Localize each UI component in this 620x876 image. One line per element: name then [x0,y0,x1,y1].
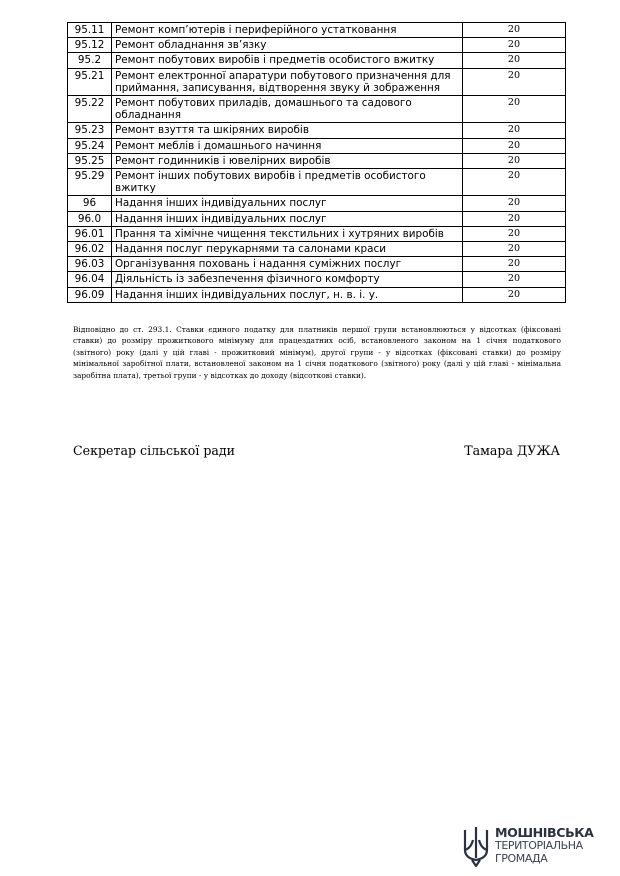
table-row [68,23,566,38]
kved-code-cell: 96 [68,196,112,211]
table-row [68,211,566,226]
tax-rate-cell: 20 [463,226,566,241]
activity-name-cell: Ремонт інших побутових виробів і предметів особистого вжитку [112,169,463,196]
tax-rate-cell: 20 [463,123,566,138]
kved-code-cell: 96.01 [68,226,112,241]
table-row [68,272,566,287]
activity-name-cell: Організування поховань і надання суміжних послуг [112,257,463,272]
logo-line-3: ГРОМАДА [495,852,548,865]
activity-name-cell: Ремонт побутових виробів і предметів особистого вжитку [112,53,463,68]
tax-rate-cell: 20 [463,138,566,153]
tax-rate-cell: 20 [463,53,566,68]
tax-rate-cell: 20 [463,196,566,211]
tax-rate-cell: 20 [463,242,566,257]
tax-rate-cell: 20 [463,211,566,226]
kved-code-cell: 95.11 [68,23,112,38]
signature-name: Тамара ДУЖА [464,443,560,458]
kved-code-cell: 96.09 [68,287,112,302]
trident-emblem-icon [461,824,491,868]
table-row [68,153,566,168]
kved-code-cell: 95.29 [68,169,112,196]
activity-name-cell: Ремонт побутових приладів, домашнього та садового обладнання [112,96,463,123]
activity-name-cell: Надання інших індивідуальних послуг [112,211,463,226]
table-row [68,68,566,95]
kved-code-cell: 95.24 [68,138,112,153]
logo-line-2: ТЕРИТОРІАЛЬНА [495,839,583,852]
kved-code-cell: 95.25 [68,153,112,168]
table-row [68,287,566,302]
tax-rate-cell: 20 [463,153,566,168]
kved-code-cell: 96.03 [68,257,112,272]
table-row [68,123,566,138]
activity-name-cell: Ремонт комп’ютерів і периферійного устатковання [112,23,463,38]
footnote-text: Відповідно до ст. 293.1. Ставки єдиного податку для платників першої групи встановлюються у відсотках (фіксовані ставки) до розміру прожиткового мінімуму для працездатних осіб, встановленого законом на 1 січня податкового (звітного) року (далі у цій главі - прожитковий мінімум), другої групи - у відсотках (фіксовані ставки) до розміру мінімальної заробітної плати, встановленої законом на 1 січня податкового (звітного) року (далі у цій главі - мінімальна заробітна плата), третьої групи - у відсотках до доходу (відсоткові ставки). [73,325,561,380]
kved-code-cell: 95.21 [68,68,112,95]
activity-name-cell: Ремонт меблів і домашнього начиння [112,138,463,153]
table-body [68,23,566,303]
tax-rate-cell: 20 [463,38,566,53]
activity-name-cell: Надання інших індивідуальних послуг [112,196,463,211]
table-row [68,38,566,53]
activity-name-cell: Прання та хімічне чищення текстильних і хутряних виробів [112,226,463,241]
kved-code-cell: 95.12 [68,38,112,53]
kved-code-cell: 95.2 [68,53,112,68]
kved-code-cell: 95.22 [68,96,112,123]
kved-rates-table [67,22,566,303]
table-row [68,138,566,153]
kved-code-cell: 95.23 [68,123,112,138]
kved-code-cell: 96.04 [68,272,112,287]
activity-name-cell: Діяльність із забезпечення фізичного комфорту [112,272,463,287]
tax-rate-cell: 20 [463,96,566,123]
activity-name-cell: Ремонт електронної апаратури побутового призначення для приймання, записування, відтворення звуку й зображення [112,68,463,95]
kved-code-cell: 96.02 [68,242,112,257]
table-row [68,169,566,196]
table-row [68,96,566,123]
table-row [68,53,566,68]
activity-name-cell: Надання послуг перукарнями та салонами краси [112,242,463,257]
tax-rate-cell: 20 [463,169,566,196]
tax-rate-cell: 20 [463,68,566,95]
tax-rate-cell: 20 [463,23,566,38]
tax-rate-cell: 20 [463,272,566,287]
table-row [68,257,566,272]
signature-role: Секретар сільської ради [73,443,236,458]
tax-rate-cell: 20 [463,257,566,272]
logo-line-1: МОШНІВСЬКА [495,825,594,840]
table-row [68,196,566,211]
activity-name-cell: Ремонт обладнання зв’язку [112,38,463,53]
kved-code-cell: 96.0 [68,211,112,226]
community-logo [461,824,611,870]
table-row [68,242,566,257]
activity-name-cell: Ремонт годинників і ювелірних виробів [112,153,463,168]
tax-rate-cell: 20 [463,287,566,302]
activity-name-cell: Надання інших індивідуальних послуг, н. в. і. у. [112,287,463,302]
activity-name-cell: Ремонт взуття та шкіряних виробів [112,123,463,138]
table-row [68,226,566,241]
